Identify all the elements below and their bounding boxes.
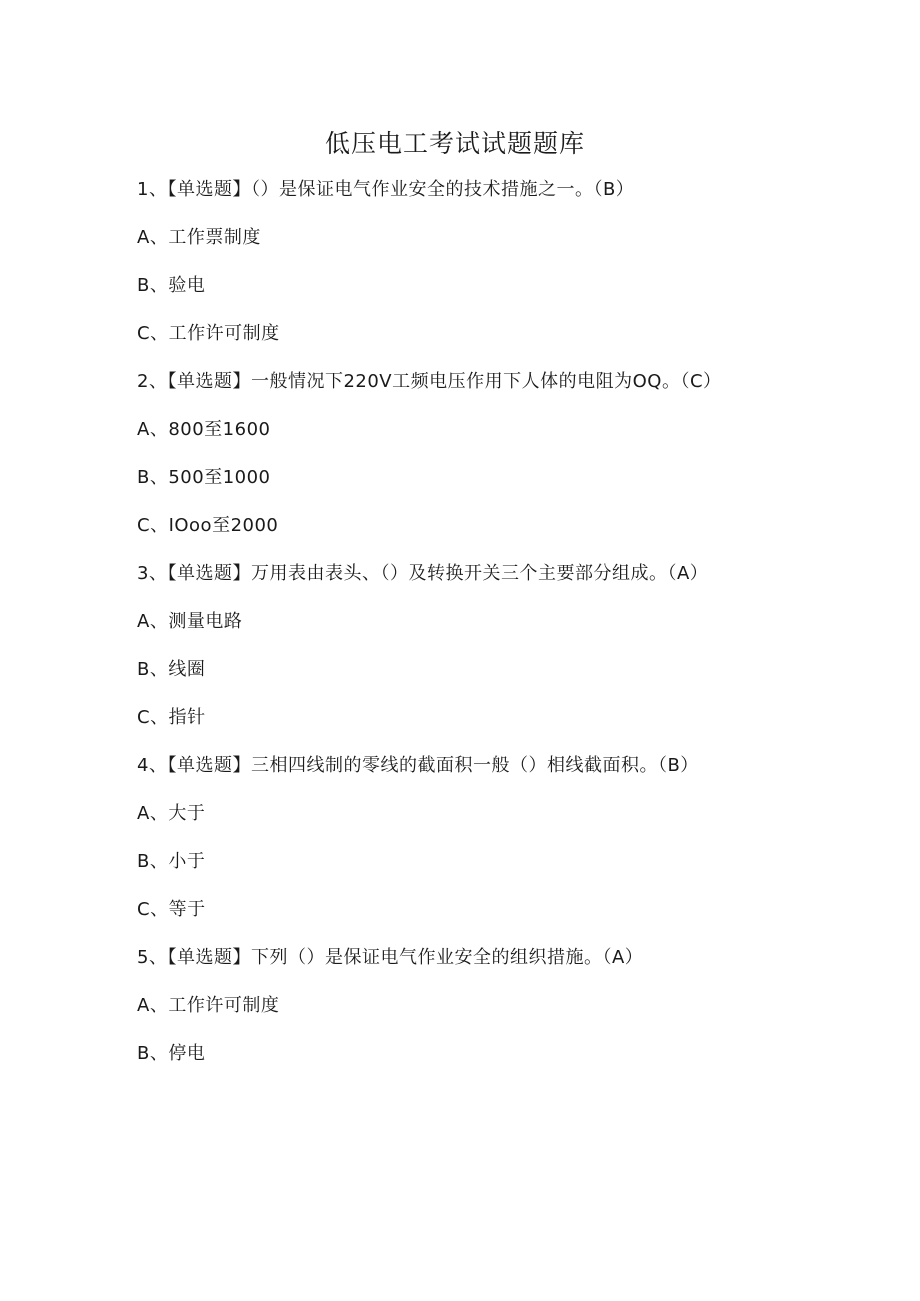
question-4-option-b: B、小于 [137, 851, 206, 872]
question-1-option-c: C、工作许可制度 [137, 323, 280, 344]
question-1: 1、【单选题】（）是保证电气作业安全的技术措施之一。（B） [137, 179, 635, 200]
question-4: 4、【单选题】三相四线制的零线的截面积一般（）相线截面积。（B） [137, 755, 699, 776]
question-3-option-b: B、线圈 [137, 659, 206, 680]
question-1-option-a: A、工作票制度 [137, 227, 261, 248]
question-list [137, 178, 762, 1090]
question-2-option-b: B、500至1000 [137, 467, 271, 488]
question-3: 3、【单选题】万用表由表头、（）及转换开关三个主要部分组成。（A） [137, 563, 709, 584]
question-3-option-c: C、指针 [137, 707, 206, 728]
question-4-option-c: C、等于 [137, 899, 206, 920]
question-3-option-a: A、测量电路 [137, 611, 243, 632]
question-4-option-a: A、大于 [137, 803, 206, 824]
document-title: 低压电工考试试题题库 [324, 129, 585, 158]
question-2: 2、【单选题】一般情况下220V工频电压作用下人体的电阻为OQ。（C） [137, 371, 722, 392]
question-5-option-b: B、停电 [137, 1043, 206, 1064]
question-2-option-c: C、IOoo至2000 [137, 515, 279, 536]
question-1-option-b: B、验电 [137, 275, 206, 296]
question-5-option-a: A、工作许可制度 [137, 995, 280, 1016]
question-5: 5、【单选题】下列（）是保证电气作业安全的组织措施。（A） [137, 947, 644, 968]
question-2-option-a: A、800至1600 [137, 419, 271, 440]
